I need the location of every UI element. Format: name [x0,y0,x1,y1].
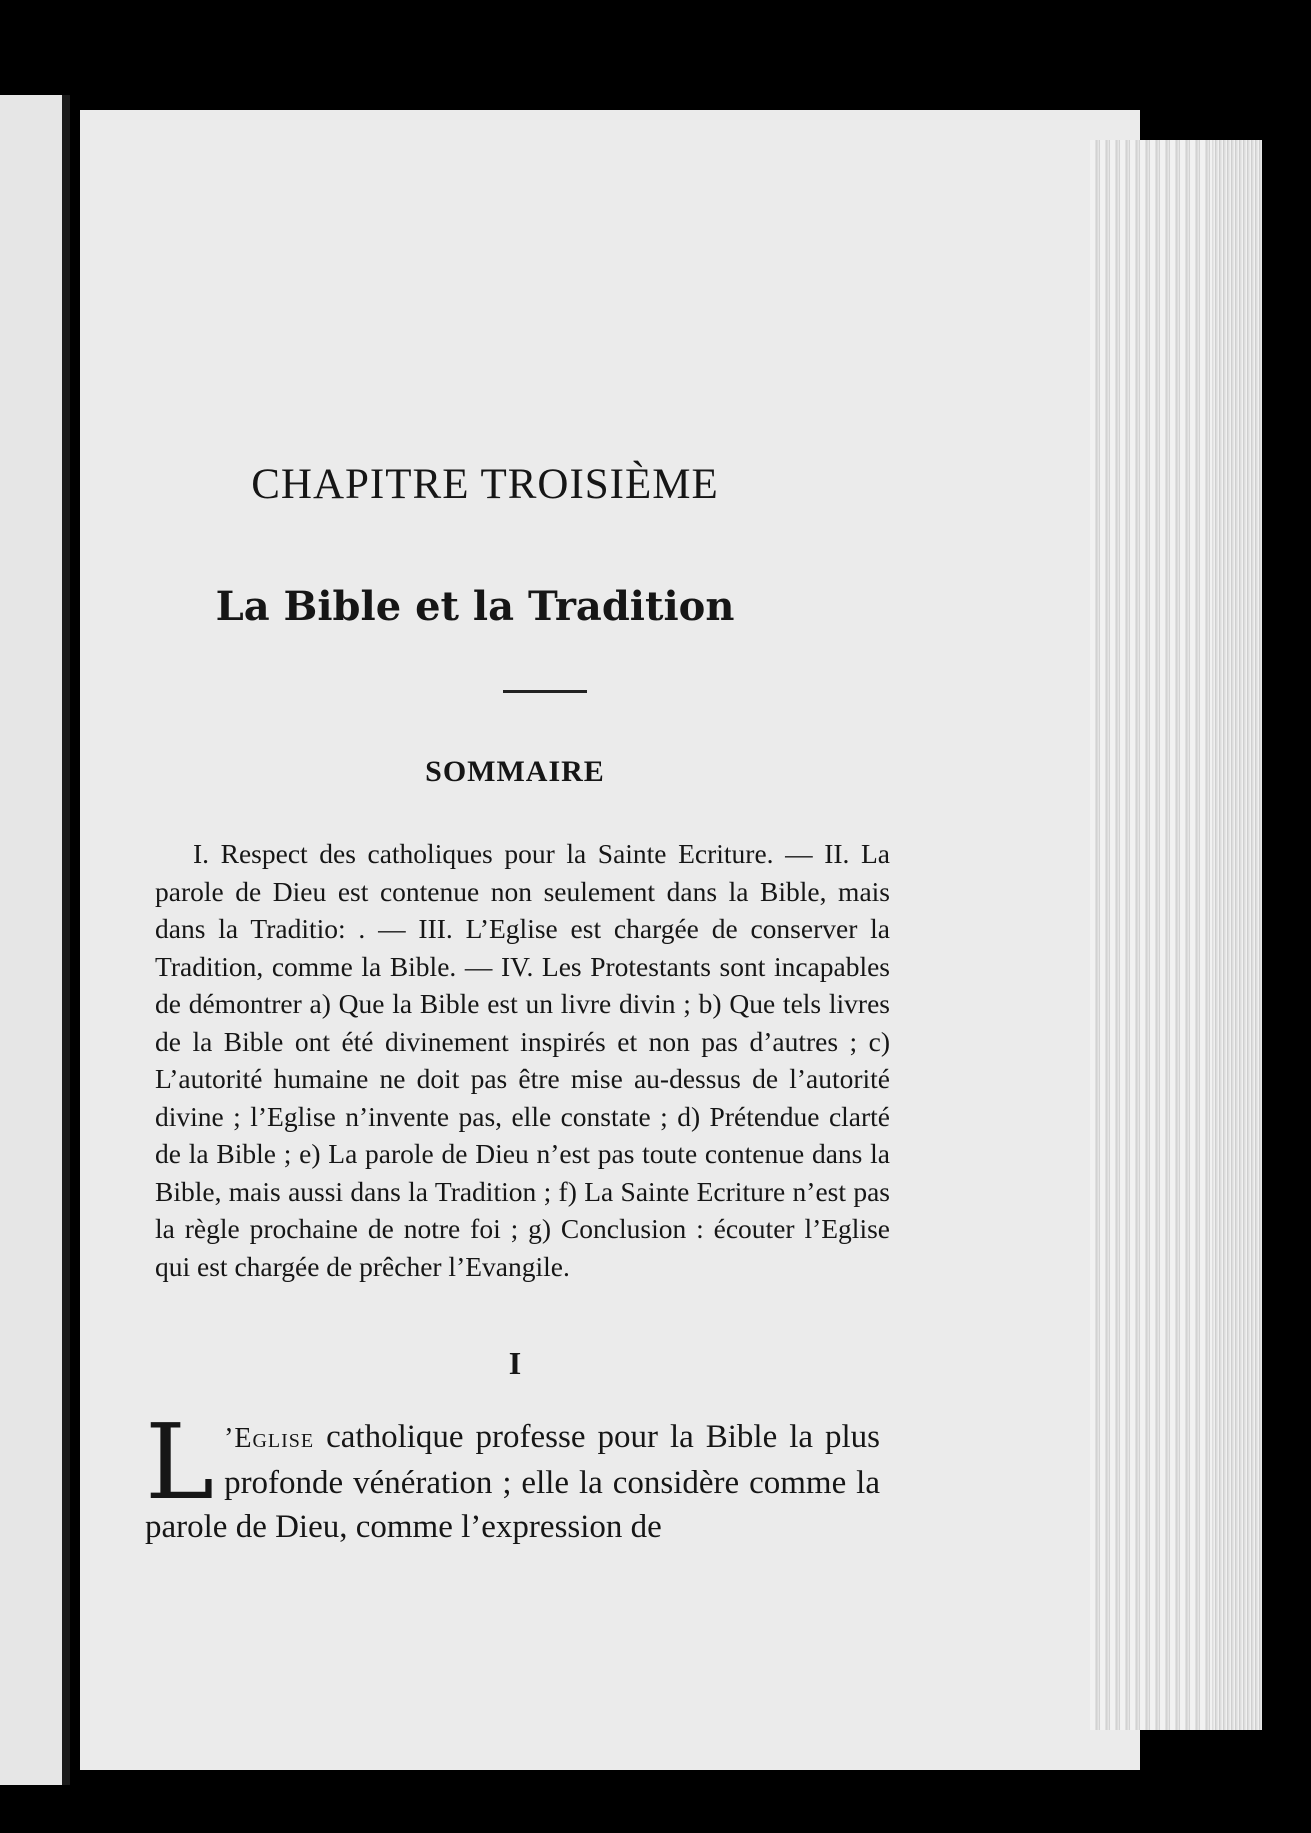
divider-rule [503,690,587,693]
summary-heading: SOMMAIRE [425,755,605,788]
section-numeral: I [508,1345,522,1381]
body-text: catholique professe pour la Bible la plus profonde vénération ; elle la considère comme la parole de Dieu, comme l’expression de [145,1419,880,1545]
left-page-edge [0,95,70,1785]
drop-cap: L [145,1401,215,1523]
chapter-title: La Bible et la Tradition [215,583,735,630]
body-paragraph [145,1401,880,1549]
summary-text: I. Respect des catholiques pour la Sainte Ecriture. — II. La parole de Dieu est contenue non seulement dans la Bible, mais dans la Traditio: . — III. L’Eglise est chargée de conserver la Tradition, comme la Bible. — IV. Les Protestants sont incapables de démontrer a) Que la Bible est un livre divin ; b) Que tels livres de la Bible ont été divinement inspirés et non pas d’autres ; c) L’autorité humaine ne doit pas être mise au-dessus de l’autorité divine ; l’Eglise n’invente pas, elle constate ; d) Prétendue clarté de la Bible ; e) La parole de Dieu n’est pas toute contenue dans la Bible, mais aussi dans la Tradition ; f) La Sainte Ecriture n’est pas la règle prochaine de notre foi ; g) Conclusion : écouter l’Eglise qui est chargée de prêcher l’Evangile. [155,838,890,1282]
chapter-heading: CHAPITRE TROISIÈME [251,461,719,508]
lead-word: ’Eglise [224,1423,315,1454]
page-edges [1090,140,1262,1730]
